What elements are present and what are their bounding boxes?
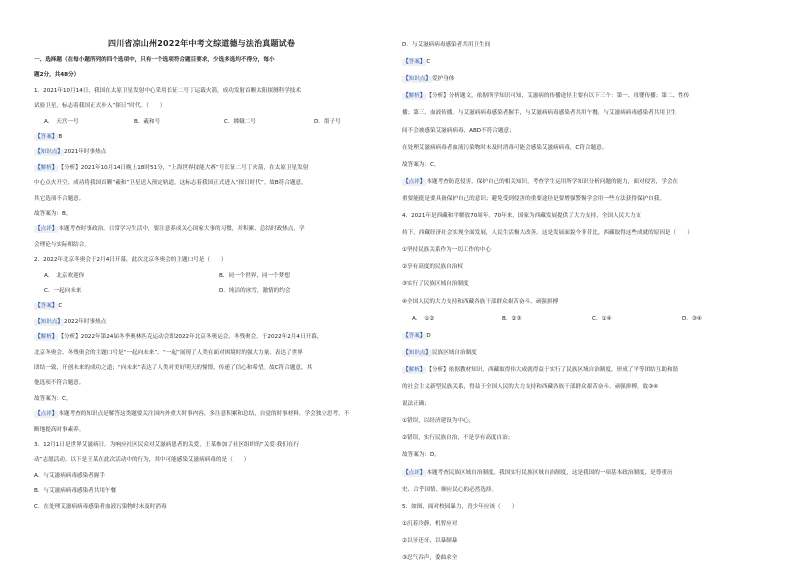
left-column	[34, 0, 386, 561]
text-line: ②以牙还牙，以暴制暴	[402, 537, 458, 544]
text-line: 中心点火升空，成功将我国首颗“羲和”卫星送入预定轨道，这标志着我国正式进入“探日时代”。故B符合题意，	[34, 180, 307, 187]
choice-option: D．纯洁的冰雪，激情的约会	[219, 288, 291, 294]
tag-label: 答案	[408, 332, 420, 339]
answer-line	[402, 179, 678, 186]
tag-label: 点评	[408, 469, 420, 476]
text-line: 间不会被感染艾滋病病毒，ABD不符合题意；	[402, 127, 515, 134]
bracket-close: 】	[57, 318, 64, 325]
label-tag	[402, 470, 426, 477]
text-line: 故答案为：C。	[402, 161, 440, 168]
tag-text: C	[426, 59, 431, 66]
text-line: 在处理艾滋病病毒者血液污染物时未及时消毒可能会感染艾滋病病毒，C符合题意。	[402, 144, 608, 151]
bracket-close: 】	[419, 469, 426, 476]
tag-text: 2021年时事热点	[64, 149, 107, 156]
text-line: ②享有高度的民族自治权	[402, 264, 463, 271]
bracket-close: 】	[51, 226, 58, 233]
tag-text: 本题考查的知识点是解答这类题要关注国内外重大时事内容，多注意积累和总结，自觉的时事材料，学会独立思考，不	[58, 411, 350, 418]
text-line: 断地提高时事素养。	[34, 426, 85, 433]
choice-option: D．墨子号	[314, 118, 341, 125]
bracket-close: 】	[51, 411, 58, 418]
bracket-open: 【	[403, 76, 409, 83]
tag-label: 点评	[40, 226, 52, 233]
bracket-open: 【	[403, 349, 409, 356]
text-line: 其它选项不合题意。	[34, 195, 85, 202]
choice-option: B．②③	[502, 315, 522, 322]
right-column	[402, 0, 774, 561]
bracket-open: 【	[35, 303, 41, 310]
answer-line	[34, 411, 349, 418]
text-line: 的社会主义新型民族关系，得益于全国人民的大力支持和西藏各族干部群众艰苦奋斗、顽强拼搏，故③④	[402, 384, 659, 390]
text-line: 试验卫星，标志着我国正式步入“探日”时代。（ ）	[34, 103, 166, 110]
answer-line	[402, 470, 673, 477]
text-line: 故答案为：B。	[34, 211, 72, 217]
tag-label: 点评	[40, 411, 52, 418]
bracket-open: 【	[35, 134, 41, 140]
answer-line	[34, 319, 106, 326]
answer-line	[402, 59, 430, 66]
tag-label: 解析	[408, 93, 420, 100]
text-line: ③实行了民族区域自治制度	[402, 281, 469, 288]
tag-text: 【分析】分析题文，依据所学知识可知，艾滋病的传播途径主要有以下三个：第一、母婴传播；第二、性传	[426, 93, 690, 100]
choice-option: D．③④	[682, 315, 702, 322]
tag-label: 知识点	[40, 149, 58, 156]
tag-text: 【分析】2022年第24届冬季奥林匹克运动会即2022年北京冬奥运会、冬残奥会，于2022年2月4日开幕，	[58, 334, 323, 341]
text-line: 故答案为：C。	[34, 395, 72, 402]
text-line: 团结一致、开创未来的成功之道；“向未来”表达了人类对美好明天的憧憬，传递了信心和希望。故C符合题意，其	[34, 365, 313, 371]
tag-text: 本题考查民族区域自治制度。我国实行民族区域自治制度，这是我国的一项基本政治制度，是尊重历	[426, 469, 673, 476]
tag-text: C	[58, 303, 63, 310]
text-line: 重要能挺是要具备保护自己的意识；避免受到侵害的重要途径是要增强警惕学会用一些方法获得保护自我。	[402, 195, 665, 202]
text-line: A．与艾滋病病毒感染者握手	[34, 472, 105, 479]
choice-option: C．一起向未来	[44, 288, 82, 294]
tag-text: 民族区域自治制度	[432, 349, 477, 356]
bracket-open: 【	[403, 178, 409, 185]
text-line: 故答案为：D。	[402, 452, 440, 459]
tag-text: 2022年时事热点	[64, 318, 107, 325]
choice-option: B．同一个世界，同一个梦想	[219, 272, 290, 279]
bracket-close: 】	[419, 366, 426, 373]
bracket-close: 】	[51, 334, 58, 341]
label-tag	[34, 411, 58, 418]
text-line: C．在处理艾滋病病毒感染者血液污染物时未及时消毒	[34, 503, 167, 510]
tag-label: 知识点	[408, 76, 426, 83]
label-tag	[34, 319, 64, 326]
tag-text: 爱护身体	[432, 76, 455, 83]
tag-label: 点评	[408, 178, 420, 185]
text-line: ④全国人民的大力支持和西藏各族干部群众艰苦奋斗、顽强拼搏	[402, 298, 559, 305]
tag-label: 答案	[40, 134, 52, 140]
label-tag	[402, 76, 432, 83]
bracket-close: 】	[419, 332, 426, 339]
choice-option: C．①④	[592, 315, 612, 322]
text-line: 会理论与实际相结合。	[34, 241, 90, 248]
tag-label: 解析	[40, 334, 52, 341]
section-heading: 题2分，共48分）	[34, 72, 80, 79]
answer-line	[34, 134, 62, 141]
label-tag	[402, 333, 426, 340]
tag-text: 【分析】依据教材知识，西藏取得伟大成就得益于实行了民族区域自治制度，形成了平等团结互助和谐	[426, 366, 679, 373]
tag-text: 本题考查时事政治。日常学习生活中，要注意养成关心国家大事的习惯，并积累、总结时政热点，学	[58, 226, 305, 233]
text-line: ③忍气吞声，委曲求全	[402, 555, 458, 561]
label-tag	[34, 134, 58, 141]
text-line: 北京冬奥会、冬残奥会的主题口号是“一起向未来”。“一起”展现了人类在面对困境时的强大力量，表达了世界	[34, 349, 303, 356]
tag-label: 答案	[40, 303, 52, 310]
answer-line	[402, 367, 678, 374]
tag-text: 本题考查防范侵害，保护自己的相关知识，考查学生运用所学知识分析问题的能力，面对侵害，学会在	[426, 178, 679, 185]
text-line: B．与艾滋病病毒感染者共用午餐	[34, 488, 117, 495]
bracket-open: 【	[403, 469, 409, 476]
text-line: 1．2021年10月14日，我国在太原卫星发射中心采用长征二号丁运载火箭，成功发射首颗太阳探测科学技术	[34, 87, 301, 94]
bracket-open: 【	[403, 93, 409, 100]
text-line: 动”志愿活动。以下是王某在此次活动中的行为，其中可能感染艾滋病病毒的是（ ）	[34, 457, 250, 464]
answer-line	[402, 333, 431, 340]
section-heading: 一、选择题（在每小题所列的四个选项中，只有一个选项符合题目要求，少选多选均不得分，每小	[34, 57, 275, 63]
tag-label: 知识点	[40, 318, 58, 325]
answer-line	[34, 334, 322, 341]
bracket-open: 【	[35, 226, 41, 233]
text-line: 他选项不符合题意。	[34, 380, 85, 387]
bracket-open: 【	[35, 164, 41, 171]
answer-line	[34, 226, 305, 233]
choice-option: C．嫦娥二号	[224, 118, 256, 125]
bracket-close: 】	[419, 178, 426, 185]
label-tag	[34, 303, 58, 310]
text-line: 持下，西藏经济社会实现全面发展，人民生活极大改善。这是发展面貌今非昔比。西藏取得这些成就的原因是（ ）	[402, 230, 693, 237]
text-line: 3．12月1日是世界艾滋病日。为响应社区民众对艾滋病患者的关爱，王某参加了社区组织的“关爱·我们在行	[34, 442, 300, 448]
bracket-close: 】	[57, 149, 64, 156]
tag-text: B	[58, 134, 63, 140]
text-line: 说法正确；	[402, 401, 430, 408]
bracket-open: 【	[35, 411, 41, 418]
bracket-close: 】	[51, 303, 58, 310]
label-tag	[402, 59, 426, 66]
label-tag	[34, 226, 58, 233]
bracket-open: 【	[35, 149, 41, 156]
tag-text: 【分析】2021年10月14日晚上18时51分，“上海世界技能大赛”号长征二号丁火箭，在太原卫星发射	[58, 164, 309, 171]
answer-line	[402, 76, 454, 83]
text-line: 5．如图，面对校园暴力，青少年应该（ ）	[402, 503, 518, 510]
label-tag	[402, 367, 426, 374]
bracket-close: 】	[425, 349, 432, 356]
page-title: 四川省凉山州2022年中考文综道德与法治真题试卷	[108, 39, 296, 48]
choice-option: A． 天宫一号	[44, 118, 79, 125]
tag-label: 解析	[408, 366, 420, 373]
label-tag	[402, 93, 426, 100]
answer-line	[34, 165, 308, 172]
bracket-open: 【	[403, 366, 409, 373]
label-tag	[34, 165, 58, 172]
bracket-close: 】	[51, 164, 58, 171]
answer-line	[402, 350, 477, 357]
text-line: ①坚持民族关系作为一切工作的中心	[402, 247, 491, 254]
text-line: ①沉着冷静，机智应对	[402, 520, 458, 527]
choice-option: B．羲和号	[134, 118, 161, 125]
label-tag	[402, 179, 426, 186]
label-tag	[402, 350, 432, 357]
bracket-close: 】	[419, 93, 426, 100]
text-line: 4．2021年是西藏和平解放70周年。70年来，国家为西藏发展提供了大力支持，全国人民大力支	[402, 213, 642, 219]
text-line: D．与艾滋病病毒感染者共用卫生间	[402, 42, 491, 48]
choice-option: A． ①②	[412, 315, 435, 322]
tag-label: 解析	[40, 164, 52, 171]
text-line: 2．2022年北京冬奥会于2月4日开幕，此次北京冬奥会的主题口号是（ ）	[34, 257, 227, 264]
label-tag	[34, 149, 64, 156]
tag-text: D	[426, 332, 431, 339]
text-line: ①错误，以经济建设为中心；	[402, 418, 475, 425]
bracket-open: 【	[403, 59, 409, 66]
label-tag	[34, 334, 58, 341]
bracket-open: 【	[35, 318, 41, 325]
bracket-open: 【	[35, 334, 41, 341]
choice-option: A． 北京欢迎你	[44, 272, 85, 279]
text-line: ②错误，实行民族自治，不是享有高度自治；	[402, 435, 514, 442]
answer-line	[402, 93, 689, 100]
tag-label: 答案	[408, 59, 420, 66]
answer-line	[34, 149, 106, 156]
bracket-close: 】	[419, 59, 426, 66]
bracket-close: 】	[425, 76, 432, 83]
bracket-close: 】	[51, 134, 58, 140]
text-line: 播；第三、血液传播。与艾滋病病毒感染者握手，与艾滋病病毒感染者共用午餐，与艾滋病病毒感染者共用卫生	[402, 110, 677, 117]
tag-label: 知识点	[408, 349, 426, 356]
text-line: 史、合乎国情、顺应民心的必然选择。	[402, 486, 498, 493]
answer-line	[34, 303, 62, 310]
bracket-open: 【	[403, 332, 409, 339]
